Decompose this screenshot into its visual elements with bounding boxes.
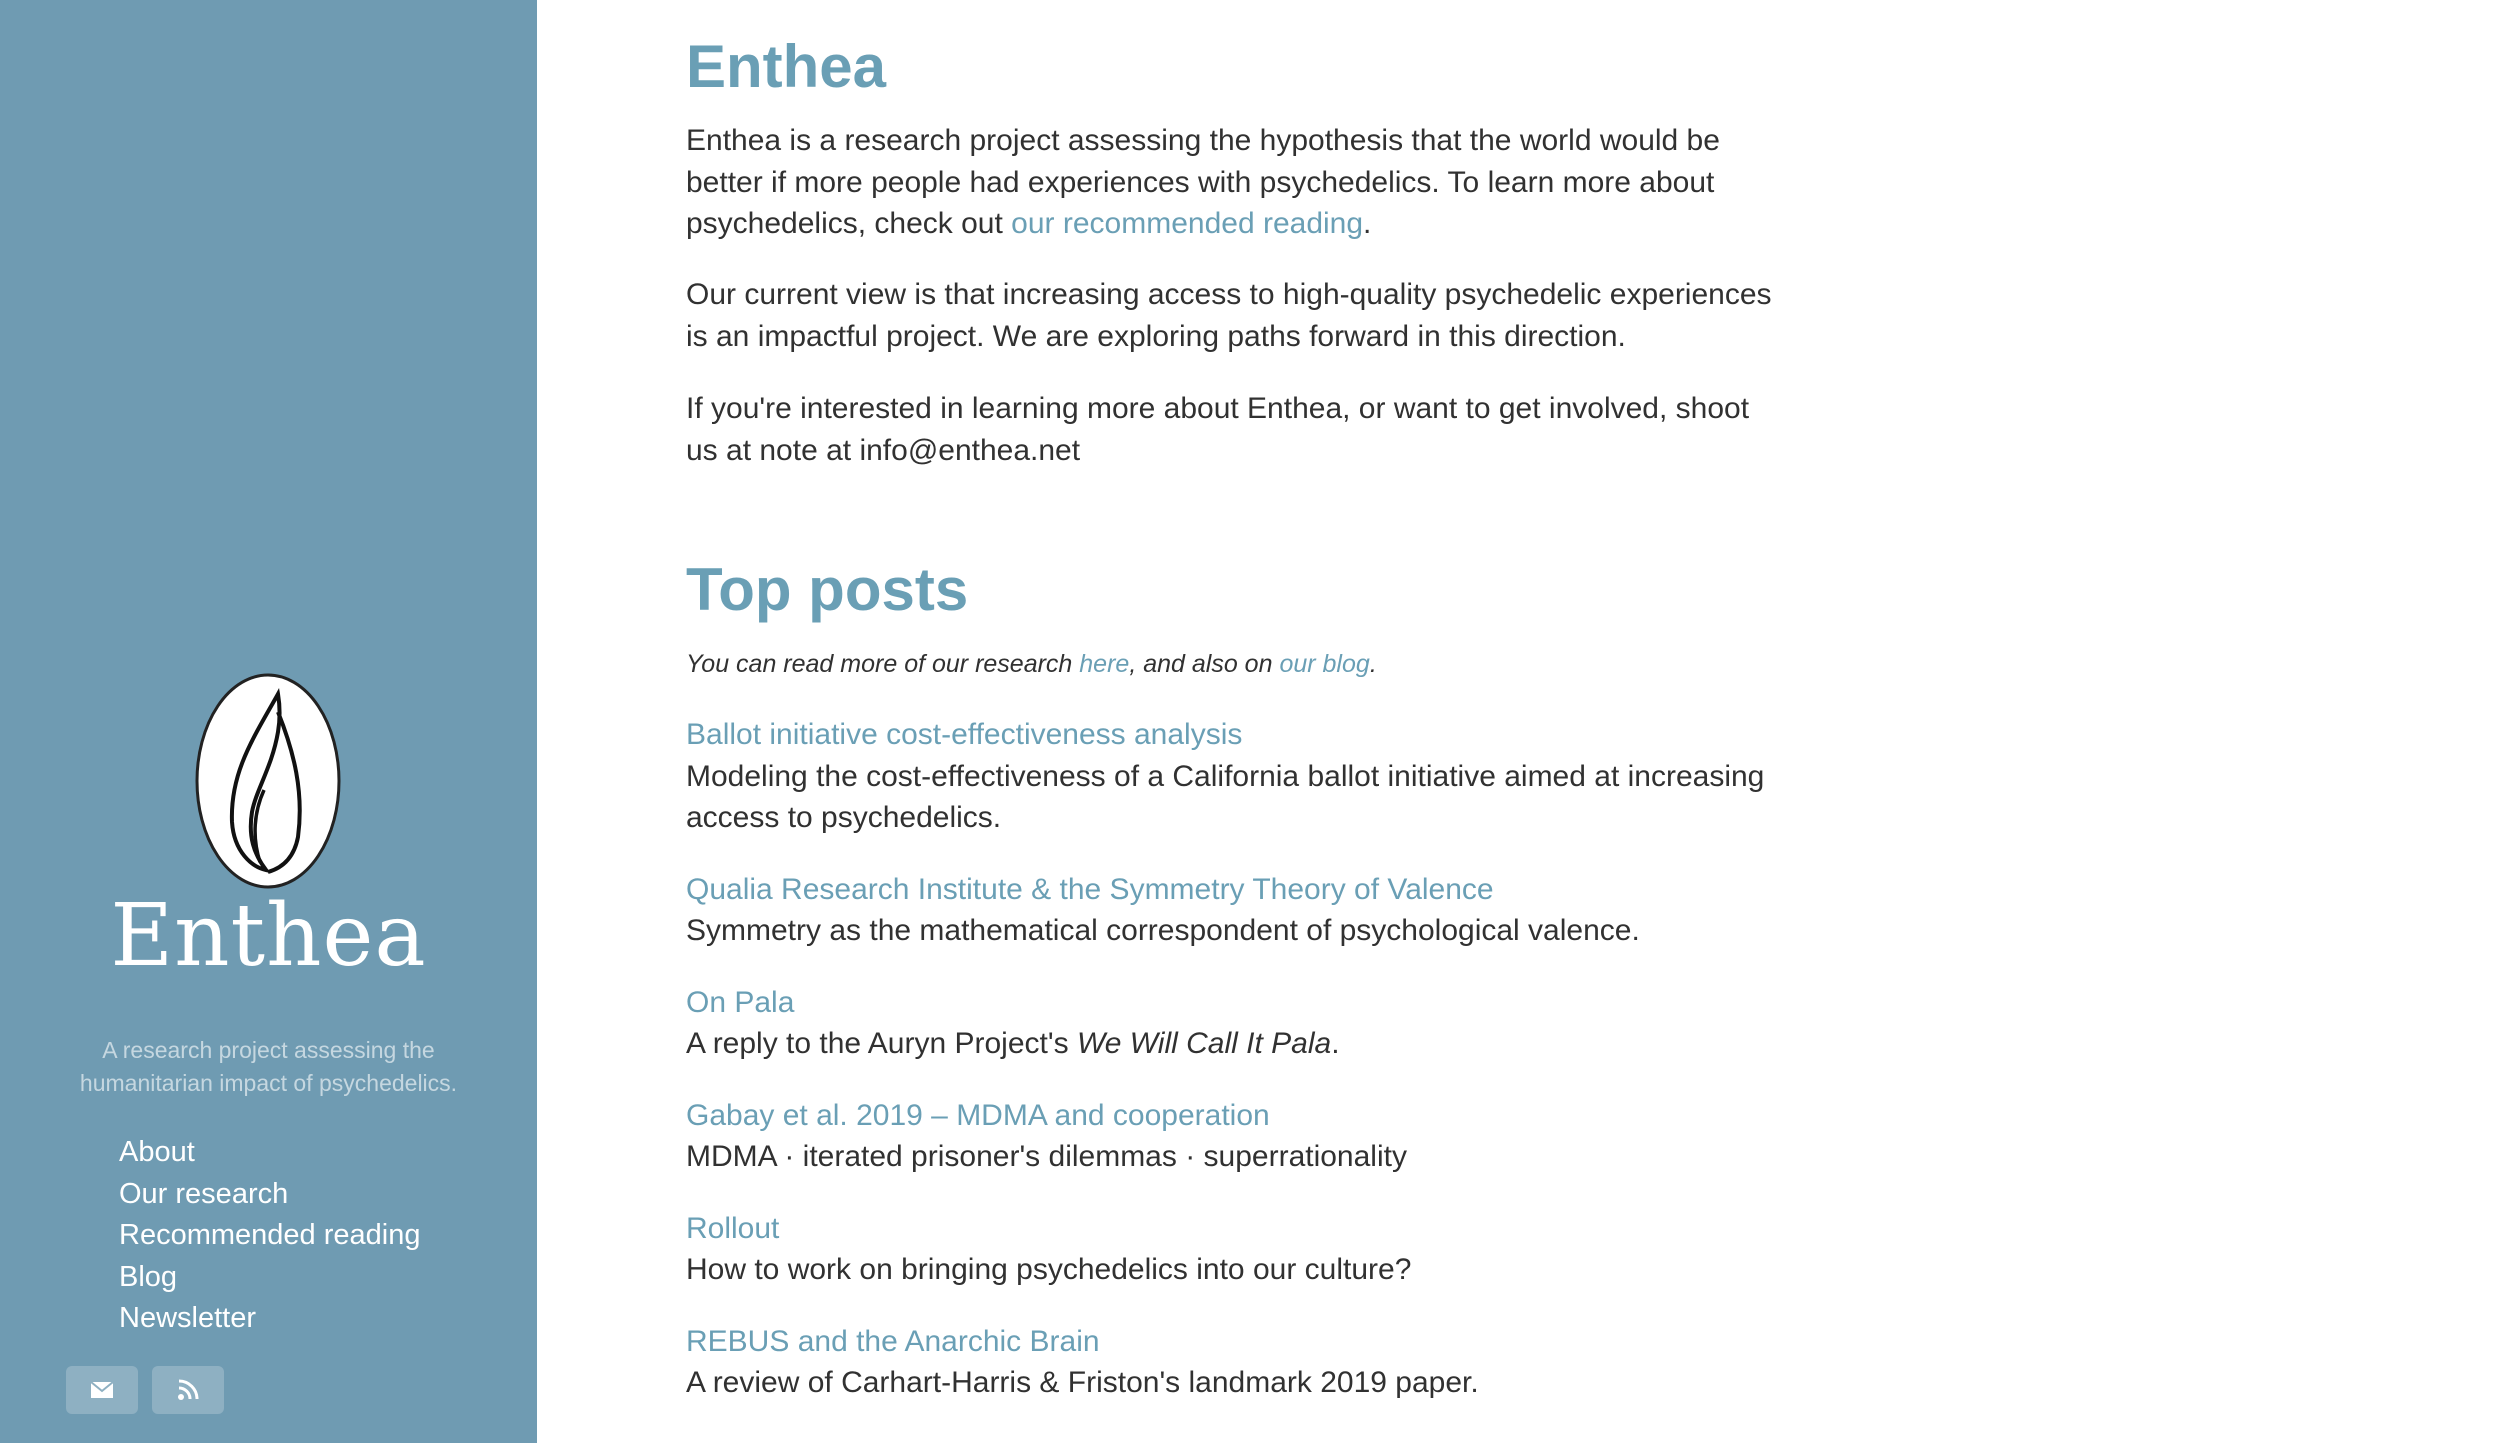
intro-period: .: [1363, 207, 1372, 240]
post-description: Symmetry as the mathematical correspondent of psychological valence.: [686, 914, 1640, 947]
nav-our-research[interactable]: Our research: [119, 1177, 289, 1210]
email-button[interactable]: [66, 1366, 138, 1414]
list-item: [686, 1095, 1786, 1178]
post-title-link[interactable]: Qualia Research Institute & the Symmetry Theory of Valence: [686, 872, 1494, 906]
our-blog-link[interactable]: our blog: [1279, 650, 1370, 678]
flame-logo-icon[interactable]: [194, 672, 342, 890]
nav-recommended-reading[interactable]: Recommended reading: [119, 1219, 421, 1251]
list-item: [686, 1208, 1786, 1291]
nav-about[interactable]: About: [119, 1136, 195, 1168]
post-title-link[interactable]: On Pala: [686, 985, 795, 1019]
list-item: [686, 869, 1786, 952]
post-description: [686, 1023, 1786, 1065]
post-title-link[interactable]: Rollout: [686, 1211, 780, 1245]
intro-paragraph-2: Our current view is that increasing access to high-quality psychedelic experiences is an impactful project. We are exploring paths forward in this direction.: [686, 278, 1772, 353]
post-description: A review of Carhart-Harris & Friston's landmark 2019 paper.: [686, 1366, 1479, 1399]
intro-text: Enthea is a research project assessing the hypothesis that the world would be better if more people had experiences with psychedelics. To learn more about psychedelics, check out: [686, 124, 1720, 240]
top-posts-heading: Top posts: [686, 556, 969, 623]
list-item: [686, 714, 1786, 839]
lead-text: You can read more of our research: [686, 650, 1080, 678]
intro-paragraph-3: If you're interested in learning more about Enthea, or want to get involved, shoot us at note at info@enthea.net: [686, 392, 1750, 467]
list-item: [686, 982, 1786, 1065]
post-title-link[interactable]: Gabay et al. 2019 – MDMA and cooperation: [686, 1098, 1270, 1132]
desc-period: .: [1331, 1027, 1340, 1060]
post-title-link[interactable]: REBUS and the Anarchic Brain: [686, 1324, 1100, 1358]
list-item: [686, 1321, 1786, 1404]
intro-paragraph-1: [686, 120, 1786, 245]
rss-button[interactable]: [152, 1366, 224, 1414]
rss-icon: [176, 1378, 200, 1402]
sidebar-nav: [119, 1132, 420, 1340]
research-here-link[interactable]: here: [1079, 650, 1130, 678]
post-description: How to work on bringing psychedelics into our culture?: [686, 1253, 1412, 1286]
desc-text: A reply to the Auryn Project's: [686, 1027, 1077, 1060]
page-title: Enthea: [686, 33, 887, 100]
post-description: Modeling the cost-effectiveness of a California ballot initiative aimed at increasing access to psychedelics.: [686, 759, 1765, 834]
recommended-reading-link[interactable]: our recommended reading: [1011, 207, 1364, 240]
nav-blog[interactable]: Blog: [119, 1260, 178, 1293]
top-posts-lead: [686, 647, 1377, 681]
lead-text-2: , and also on: [1129, 650, 1280, 678]
envelope-icon: [90, 1378, 114, 1402]
post-list: [686, 714, 1786, 1434]
brand-title[interactable]: Enthea: [110, 886, 427, 986]
sidebar: [0, 0, 537, 1443]
desc-emphasis: We Will Call It Pala: [1076, 1027, 1332, 1060]
post-title-link[interactable]: Ballot initiative cost-effectiveness analysis: [686, 718, 1243, 751]
sidebar-tagline: A research project assessing the humanitarian impact of psychedelics.: [79, 1037, 458, 1096]
post-description: MDMA · iterated prisoner's dilemmas · superrationality: [686, 1140, 1407, 1173]
nav-newsletter[interactable]: Newsletter: [119, 1302, 256, 1334]
social-links: [66, 1366, 234, 1414]
lead-period: .: [1369, 650, 1377, 678]
